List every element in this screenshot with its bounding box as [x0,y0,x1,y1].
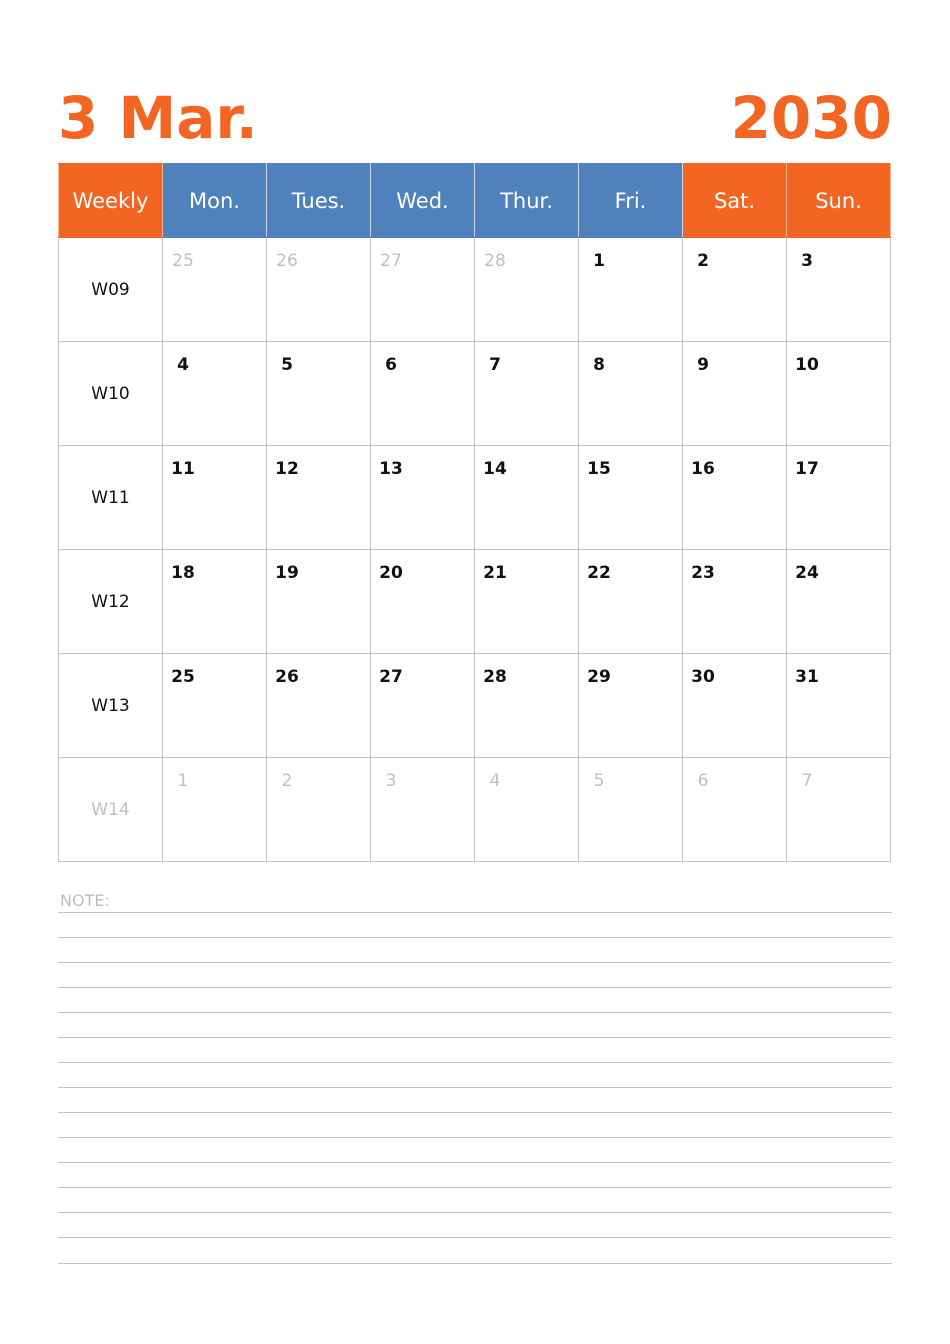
day-cell[interactable] [683,342,787,446]
note-line [58,1237,892,1238]
week-row [59,758,891,862]
weekday-header: Fri. [579,164,683,238]
day-number: 28 [483,667,507,687]
day-number: 12 [275,459,299,479]
day-cell[interactable] [475,238,579,342]
day-number: 15 [587,459,611,479]
weekday-header: Thur. [475,164,579,238]
day-number: 4 [177,355,189,375]
note-line [58,1162,892,1163]
note-line [58,987,892,988]
day-number: 22 [587,563,611,583]
day-cell[interactable] [267,238,371,342]
week-number: W14 [59,758,163,862]
day-cell[interactable] [787,238,891,342]
day-cell[interactable] [267,446,371,550]
day-number: 9 [697,355,709,375]
day-cell[interactable] [163,446,267,550]
day-number: 26 [275,667,299,687]
calendar-grid [58,163,891,862]
day-number: 27 [379,667,403,687]
week-row [59,238,891,342]
week-number: W11 [59,446,163,550]
day-cell[interactable] [163,654,267,758]
day-cell[interactable] [579,654,683,758]
day-number: 3 [801,251,813,271]
day-cell[interactable] [579,238,683,342]
calendar-header [58,82,892,154]
day-cell[interactable] [371,238,475,342]
note-line [58,1037,892,1038]
day-number: 28 [484,251,506,271]
day-number: 19 [275,563,299,583]
day-cell[interactable] [163,342,267,446]
weekday-header: Tues. [267,164,371,238]
day-cell[interactable] [579,342,683,446]
day-number: 31 [795,667,819,687]
note-line [58,1087,892,1088]
note-line [58,937,892,938]
week-row [59,342,891,446]
day-number: 13 [379,459,403,479]
day-cell[interactable] [267,654,371,758]
weekday-header-row [59,164,891,238]
note-line [58,1212,892,1213]
note-line [58,1137,892,1138]
note-line [58,1112,892,1113]
day-cell[interactable] [267,342,371,446]
day-cell[interactable] [475,654,579,758]
day-number: 16 [691,459,715,479]
day-cell[interactable] [787,550,891,654]
year-title: 2030 [730,84,892,152]
day-number: 20 [379,563,403,583]
week-number: W09 [59,238,163,342]
day-number: 7 [801,771,813,791]
day-cell[interactable] [163,238,267,342]
note-line [58,1012,892,1013]
day-cell[interactable] [371,550,475,654]
day-number: 1 [593,251,605,271]
day-cell[interactable] [787,342,891,446]
day-cell[interactable] [475,446,579,550]
day-number: 25 [171,667,195,687]
day-cell[interactable] [683,446,787,550]
week-number: W10 [59,342,163,446]
day-cell[interactable] [787,654,891,758]
day-number: 23 [691,563,715,583]
day-cell[interactable] [475,550,579,654]
day-number: 5 [593,771,605,791]
day-number: 24 [795,563,819,583]
day-cell[interactable] [371,446,475,550]
day-cell[interactable] [683,550,787,654]
note-line [58,1062,892,1063]
day-cell[interactable] [371,342,475,446]
day-number: 7 [489,355,501,375]
day-number: 17 [795,459,819,479]
note-line [58,962,892,963]
day-number: 27 [380,251,402,271]
day-cell[interactable] [683,238,787,342]
day-number: 25 [172,251,194,271]
day-cell[interactable] [475,758,579,862]
week-row [59,446,891,550]
weekday-header: Sun. [787,164,891,238]
day-cell[interactable] [267,550,371,654]
day-number: 5 [281,355,293,375]
weekday-header: Wed. [371,164,475,238]
week-number: W12 [59,550,163,654]
day-number: 4 [489,771,501,791]
day-number: 6 [385,355,397,375]
day-number: 30 [691,667,715,687]
day-cell[interactable] [163,758,267,862]
day-number: 14 [483,459,507,479]
day-number: 21 [483,563,507,583]
day-number: 8 [593,355,605,375]
note-line [58,912,892,913]
week-row [59,654,891,758]
day-number: 2 [697,251,709,271]
week-number: W13 [59,654,163,758]
day-cell[interactable] [579,758,683,862]
weekly-column-header: Weekly [59,164,163,238]
day-number: 6 [697,771,709,791]
day-cell[interactable] [683,758,787,862]
day-number: 3 [385,771,397,791]
day-cell[interactable] [787,446,891,550]
day-cell[interactable] [579,446,683,550]
day-number: 26 [276,251,298,271]
weekday-header: Sat. [683,164,787,238]
month-title: 3 Mar. [58,84,258,152]
day-number: 18 [171,563,195,583]
day-cell[interactable] [267,758,371,862]
day-cell[interactable] [371,654,475,758]
day-cell[interactable] [371,758,475,862]
day-number: 10 [795,355,819,375]
day-number: 11 [171,459,195,479]
notes-label: NOTE: [60,891,110,910]
calendar-body [59,238,891,862]
note-line [58,1187,892,1188]
day-number: 29 [587,667,611,687]
note-line [58,1263,892,1264]
day-number: 1 [177,771,189,791]
weekday-header: Mon. [163,164,267,238]
day-cell[interactable] [787,758,891,862]
week-row [59,550,891,654]
day-cell[interactable] [683,654,787,758]
day-number: 2 [281,771,293,791]
day-cell[interactable] [163,550,267,654]
day-cell[interactable] [579,550,683,654]
day-cell[interactable] [475,342,579,446]
